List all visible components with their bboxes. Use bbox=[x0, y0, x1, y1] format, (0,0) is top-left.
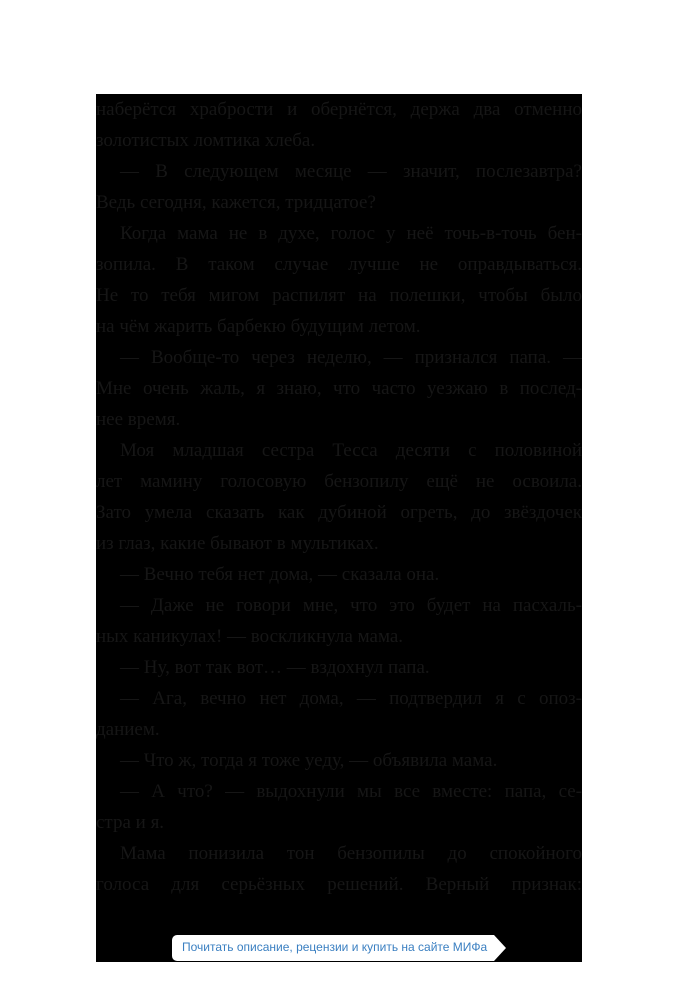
buy-link[interactable]: Почитать описание, рецензии и купить на сайте МИФа bbox=[182, 940, 488, 954]
text-line: — В следующем месяце — значит, послезавтра? bbox=[120, 161, 582, 182]
text-line: лет мамину голосовую бензопилу ещё не освоила. bbox=[96, 471, 582, 492]
text-line: Когда мама не в духе, голос у неё точь-в-точь бен- bbox=[120, 223, 582, 244]
text-line: — Даже не говори мне, что это будет на пасхаль- bbox=[120, 595, 582, 616]
text-line: — Что ж, тогда я тоже уеду, — объявила мама. bbox=[120, 750, 498, 771]
text-line: нее время. bbox=[96, 409, 181, 430]
text-line: голоса для серьёзных решений. Верный признак: bbox=[96, 874, 582, 895]
text-line: Зато умела сказать как дубиной огреть, до звёздочек bbox=[96, 502, 582, 523]
book-page bbox=[96, 94, 582, 962]
text-line: — Ну, вот так вот… — вздохнул папа. bbox=[120, 657, 430, 678]
text-line: из глаз, какие бывают в мультиках. bbox=[96, 533, 379, 554]
text-line: — Вообще-то через неделю, — признался папа. — bbox=[120, 347, 582, 368]
text-line: данием. bbox=[96, 719, 160, 740]
text-line: Не то тебя мигом распилят на полешки, чтобы было bbox=[96, 285, 582, 306]
buy-banner[interactable] bbox=[172, 935, 494, 961]
text-line: — А что? — выдохнули мы все вместе: папа, се- bbox=[120, 781, 582, 802]
book-text bbox=[96, 94, 582, 900]
text-line: — Вечно тебя нет дома, — сказала она. bbox=[120, 564, 440, 585]
text-line: Мама понизила тон бензопилы до спокойного bbox=[120, 843, 582, 864]
text-line: зопила. В таком случае лучше не оправдываться. bbox=[96, 254, 582, 275]
text-line: на чём жарить барбекю будущим летом. bbox=[96, 316, 421, 337]
text-line: золотистых ломтика хлеба. bbox=[96, 130, 316, 151]
text-line: Мне очень жаль, я знаю, что часто уезжаю в послед- bbox=[96, 378, 582, 399]
text-line: стра и я. bbox=[96, 812, 165, 833]
text-line: Моя младшая сестра Тесса десяти с половиной bbox=[120, 440, 582, 461]
text-line: ных каникулах! — воскликнула мама. bbox=[96, 626, 404, 647]
text-line: Ведь сегодня, кажется, тридцатое? bbox=[96, 192, 376, 213]
text-line: — Ага, вечно нет дома, — подтвердил я с опоз- bbox=[120, 688, 582, 709]
text-line: наберётся храбрости и обернётся, держа два отменно bbox=[96, 99, 582, 120]
